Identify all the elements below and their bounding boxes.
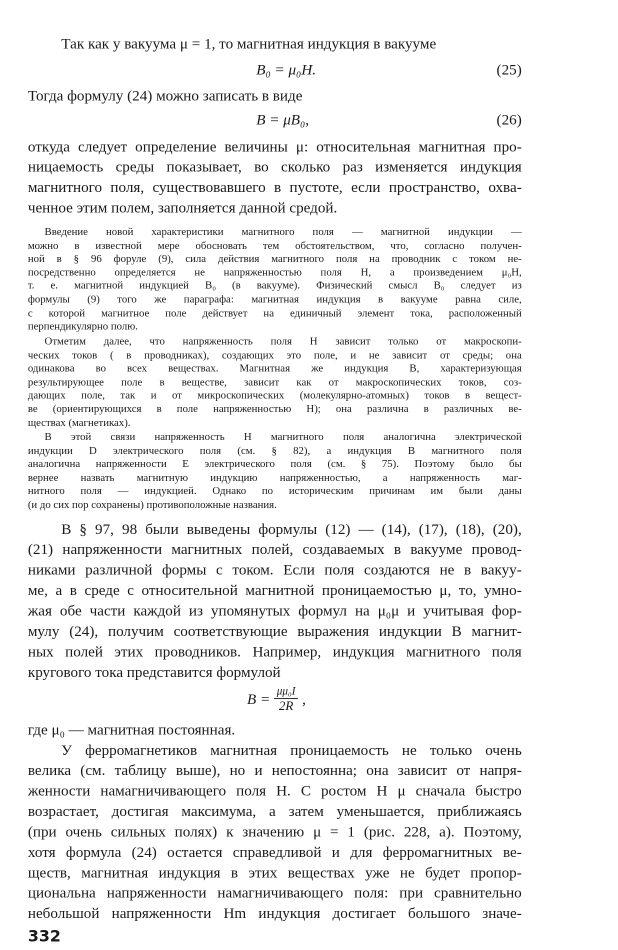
- intro-line-1: Так как у вакуума μ = 1, то магнитная индукция в вакууме: [61, 34, 437, 52]
- note3-line: вернее назвать магнитную индукцию напряженностью, а напряженность маг-: [27, 471, 522, 484]
- para1-line: откуда следует определение величины μ: относительная магнитная про-: [27, 137, 522, 156]
- note3-line: аналогична напряженности E электрического поля (см. § 75). Поэтому было бы: [27, 457, 522, 470]
- para3-line: велика (см. таблицу выше), но и непостоянна; она зависит от напря-: [27, 761, 522, 779]
- equation-denominator: 2R: [278, 699, 294, 714]
- note1-line: с которой магнитное поле действует на единичный элемент тока, расположенный: [27, 306, 522, 319]
- para3-line: У ферромагнетиков магнитная проницаемость не только очень: [61, 740, 522, 759]
- para3-line: возрастает, достигая максимума, а затем уменьшается, приближаясь: [27, 802, 522, 820]
- para2-line: мулу (24), получим соответствующие выражения индукции B магнит-: [27, 622, 522, 640]
- equation-25-formula: B₀ = μ₀H.: [256, 60, 317, 78]
- para1-line: магнитного поля, существовавшего в пустоте, если пространство, охва-: [27, 178, 522, 196]
- note2-line: Отметим далее, что напряженность поля H зависит только от макроскопи-: [44, 335, 522, 348]
- para3-line: хотя формула (24) остается справедливой и для ферромагнитных ве-: [27, 842, 522, 861]
- para2-line: ных полей этих проводников. Например, индукция магнитного поля: [27, 642, 522, 661]
- note1-line: Введение новой характеристики магнитного поля — магнитной индукции —: [44, 225, 522, 238]
- para1-line: ченное этим полем, заполняется данной средой.: [27, 198, 338, 217]
- equation-tail: ,: [302, 690, 306, 708]
- equation-25-number: (25): [496, 60, 522, 78]
- note2-line: ве (ориентирующихся в поле напряженностью H); она различна в различных ве-: [27, 402, 522, 415]
- note3-line: индукции D электрического поля (см. § 82), а индукция B магнитного поля: [27, 444, 522, 457]
- note1-line: перпендикулярно полю.: [27, 320, 138, 333]
- equation-fraction: [274, 684, 298, 715]
- note3-line: (и до сих пор сохранены) противоположные названия.: [27, 498, 277, 511]
- equation-circular-current: [247, 684, 306, 717]
- note1-line: т. е. магнитной индукцией B₀ (в вакууме). Физический смысл B₀ следует из: [27, 279, 522, 292]
- equation-numerator: μμ₀I: [274, 684, 298, 699]
- note2-line: дающих поле, так и от микроскопических (молекулярно-атомных) токов в вещест-: [27, 389, 522, 402]
- para2-line: (21) напряженности магнитных полей, создаваемых в вакууме провод-: [27, 540, 522, 558]
- note2-line: одинакова во всех веществах. Магнитная же индукция B, характеризующая: [27, 362, 522, 375]
- equation-26-number: (26): [496, 110, 522, 129]
- note1-line: ной в § 96 форуле (9), сила действия магнитного поля на проводник с током не-: [27, 252, 522, 265]
- equation-26: [256, 110, 522, 130]
- note1-line: посредственно определяется не напряженностью поля H, а произведением μ₀H,: [27, 266, 522, 279]
- equation-25: [256, 59, 522, 79]
- para2-line: жая обе части каждой из упомянутых формул на μ₀μ и учитывая фор-: [27, 601, 522, 620]
- para3-line: (при очень сильных полях) к значению μ = 1 (рис. 228, а). Поэтому,: [27, 822, 522, 841]
- para3-line: женности намагничивающего поля H. С ростом H μ сначала быстро: [27, 781, 522, 800]
- para3-line: ществ, магнитная индукция в этих веществах уже не будет пропор-: [27, 863, 522, 882]
- note2-line: ществах (магнетиках).: [27, 416, 131, 429]
- para2-line: ме, а в среде с относительной магнитной проницаемостью μ, то, умно-: [27, 581, 522, 599]
- page-number: 332: [27, 927, 61, 946]
- para3-line: циональна напряженности намагничивающего поля: при сравнительно: [27, 883, 522, 902]
- where-line: где μ₀ — магнитная постоянная.: [27, 720, 236, 739]
- note1-line: формулы (9) того же параграфа: магнитная индукция в вакууме равна силе,: [27, 293, 522, 306]
- para1-line: ницаемость среды показывает, во сколько раз изменяется индукция: [27, 157, 522, 176]
- para3-line: небольшой напряженности Hm индукция достигает большого значе-: [27, 904, 522, 922]
- note1-line: можно в известной мере обосновать тем обстоятельством, что, согласно получен-: [27, 239, 522, 252]
- para2-line: кругового тока представится формулой: [27, 662, 281, 681]
- note3-line: В этой связи напряженность H магнитного поля аналогична электрической: [44, 430, 522, 443]
- note3-line: нитного поля — индукцией. Однако по историческим причинам им были даны: [27, 484, 522, 498]
- note2-line: результирующее поле в веществе, зависит как от макроскопических токов, соз-: [27, 375, 522, 388]
- note2-line: ческих токов ( в проводниках), создающих это поле, и не зависит от среды; она: [27, 348, 522, 361]
- para2-line: никами различной формы с током. Если поля создаются не в вакуу-: [27, 560, 522, 579]
- para2-line: В § 97, 98 были выведены формулы (12) — (14), (17), (18), (20),: [61, 519, 522, 538]
- equation-lhs: B =: [246, 690, 271, 708]
- equation-26-formula: B = μB₀,: [256, 110, 310, 129]
- intro-line-2: Тогда формулу (24) можно записать в виде: [27, 86, 303, 104]
